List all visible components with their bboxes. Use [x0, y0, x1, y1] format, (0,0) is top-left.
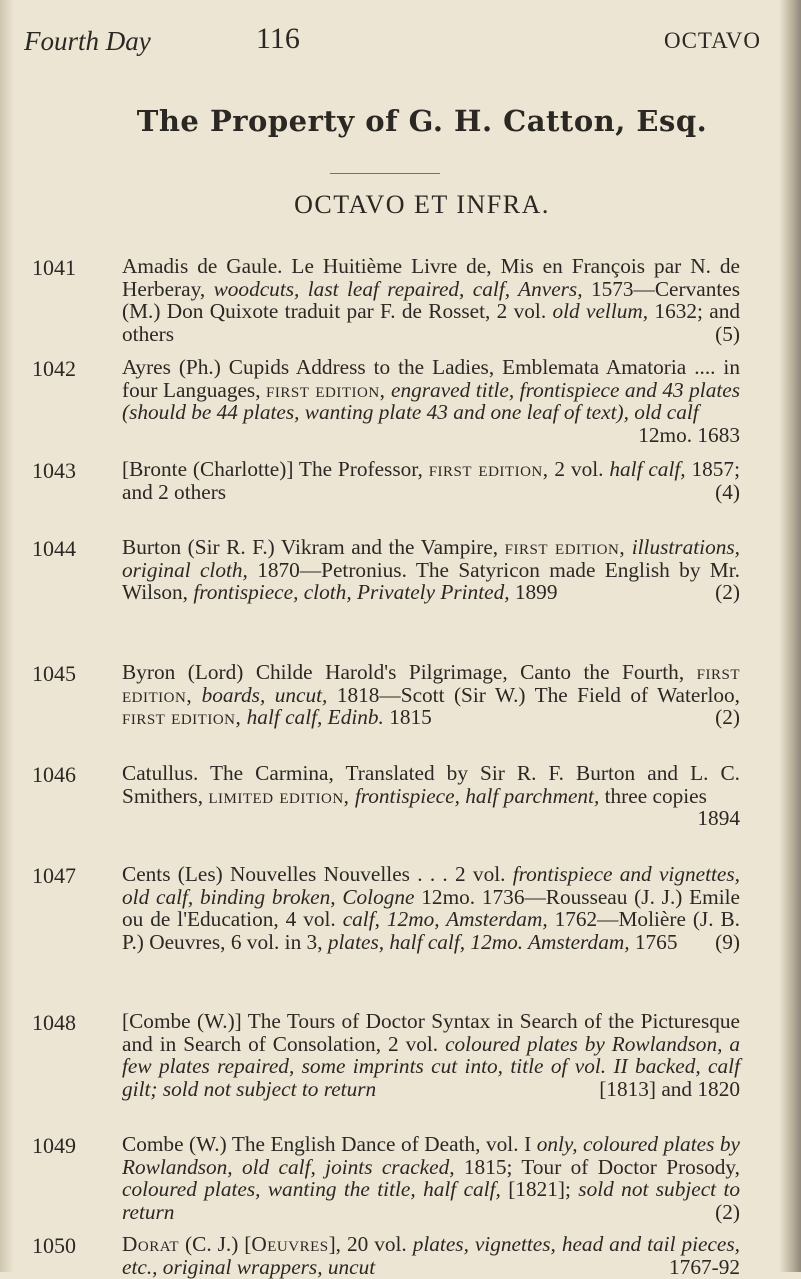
- lot-italic-text: engraved title, frontispiece and 43 plates (should be 44 plates, wanting plate 43 and one leaf of text), old calf: [122, 377, 741, 424]
- lot-text-run: [Combe (W.)] The Tours of Doctor Syntax in Search of the Picturesque and in Search of Consolation, 2 vol.: [122, 1009, 740, 1056]
- lot-text-run: Cents (Les) Nouvelles Nouvelles . . . 2 vol.: [122, 862, 513, 886]
- lot-number: 1043: [32, 458, 76, 483]
- lot-description: [122, 255, 740, 345]
- lot-quantity-or-date: 1767-92: [669, 1254, 740, 1279]
- lot-italic-text: boards, uncut,: [201, 682, 328, 707]
- lot-number: 1041: [32, 255, 76, 280]
- lot-text-run: (C. J.) [: [179, 1232, 252, 1256]
- lot-number: 1046: [32, 762, 76, 787]
- lot-italic-text: half calf,: [609, 457, 686, 481]
- lot-text-run: 1857; and 2 others: [122, 457, 741, 504]
- lot-description: [122, 661, 740, 729]
- lot-description: [122, 1010, 740, 1100]
- lot-description: [122, 1133, 740, 1223]
- lot-text-run: 1573—Cervantes (M.) Don Quixote traduit par F. de Rosset, 2 vol.: [122, 276, 741, 323]
- lot-description: [122, 863, 740, 953]
- property-heading: The Property of G. H. Catton, Esq.: [136, 104, 708, 138]
- lot-italic-text: sold not subject to return: [122, 1177, 741, 1224]
- lot-text-run: 1815; Tour of Doctor Prosody,: [454, 1154, 740, 1179]
- lot-text-run: 1870—Petronius. The Satyricon made English by Mr. Wilson,: [122, 557, 740, 604]
- lot-description: [122, 1233, 740, 1278]
- lot-text-run: Ayres (Ph.) Cupids Address to the Ladies, Emblemata Amatoria .... in four Languages,: [122, 355, 740, 402]
- lot-smallcaps-text: first edition,: [122, 705, 242, 729]
- lot-number: 1045: [32, 661, 76, 686]
- lot-text-run: Combe (W.) The English Dance of Death, vol. I: [122, 1132, 537, 1156]
- running-head-format: OCTAVO: [663, 28, 761, 53]
- lot-description: [122, 762, 740, 830]
- lot-number: 1048: [32, 1010, 76, 1035]
- lot-italic-text: plates, vignettes, head and tail pieces, etc., original wrappers, uncut: [122, 1232, 740, 1279]
- section-title: OCTAVO ET INFRA.: [294, 190, 550, 219]
- lot-italic-text: woodcuts, last leaf repaired, calf, Anvers,: [213, 276, 583, 301]
- lot-italic-text: plates, half calf, 12mo. Amsterdam,: [327, 929, 630, 954]
- lot-text-run: 1815: [383, 705, 432, 729]
- lot-italic-text: coloured plates by Rowlandson, a few plates repaired, some imprints cut into, title of vol. II backed, calf gilt; sold not subject to return: [122, 1031, 741, 1101]
- lot-quantity-or-date: (4): [715, 479, 740, 504]
- lot-text-run: 2 vol.: [548, 457, 610, 481]
- lot-text-run: three copies: [599, 783, 707, 808]
- running-head-day: Fourth Day: [24, 26, 151, 56]
- lot-text-run: [1821];: [500, 1177, 579, 1201]
- lot-number: 1044: [32, 536, 76, 561]
- lot-number: 1047: [32, 863, 76, 888]
- lot-description: [122, 458, 740, 503]
- lot-text-run: 1762—Molière (J. B. P.) Oeuvres, 6 vol. in 3,: [122, 907, 741, 954]
- lot-text-run: ], 20 vol.: [328, 1232, 413, 1256]
- lot-italic-text: illustrations, original cloth,: [122, 535, 740, 582]
- lot-italic-text: frontispiece and vignettes, old calf, binding broken, Cologne: [122, 862, 740, 909]
- lot-smallcaps-text: first edition,: [122, 660, 740, 707]
- page-number: 116: [256, 22, 300, 55]
- lot-italic-text: old vellum,: [552, 299, 649, 323]
- lot-smallcaps-text: Dorat: [122, 1232, 180, 1256]
- lot-text-run: 1899: [509, 580, 558, 604]
- running-head: [24, 22, 761, 62]
- lot-text-run: 1818—Scott (Sir W.) The Field of Waterloo,: [327, 682, 740, 707]
- lot-text-run: 1765: [629, 929, 678, 954]
- lot-quantity-or-date: (9): [715, 929, 740, 954]
- lot-description: [122, 536, 740, 604]
- lot-text-run: Burton (Sir R. F.) Vikram and the Vampire,: [122, 535, 505, 559]
- lot-smallcaps-text: first edition,: [428, 457, 549, 481]
- lot-quantity-or-date: (2): [715, 705, 740, 729]
- lot-italic-text: calf, 12mo, Amsterdam,: [342, 907, 548, 931]
- page-gutter-shadow: [0, 0, 14, 1272]
- lot-number: 1050: [32, 1233, 76, 1258]
- lot-italic-text: frontispiece, half parchment,: [354, 783, 600, 808]
- lot-description: [122, 356, 740, 446]
- lot-quantity-or-date: 12mo. 1683: [638, 422, 740, 447]
- lot-text-run: 12mo. 1736—Rousseau (J. J.) Emile ou de l'Education, 4 vol.: [122, 884, 741, 931]
- lot-quantity-or-date: (2): [715, 1199, 740, 1224]
- lot-text-run: [192, 683, 201, 707]
- lot-number: 1042: [32, 356, 76, 381]
- lot-italic-text: frontispiece, cloth, Privately Printed,: [193, 580, 510, 604]
- page-edge-shadow: [779, 0, 801, 1272]
- lot-quantity-or-date: (5): [715, 321, 740, 346]
- lot-quantity-or-date: (2): [715, 580, 740, 604]
- lot-smallcaps-text: limited edition,: [208, 783, 350, 808]
- lot-text-run: [Bronte (Charlotte)] The Professor,: [122, 457, 429, 481]
- heading-rule: [330, 173, 440, 174]
- lot-quantity-or-date: 1894: [697, 806, 740, 830]
- lot-text-run: Byron (Lord) Childe Harold's Pilgrimage, Canto the Fourth,: [122, 660, 697, 684]
- lot-italic-text: coloured plates, wanting the title, half calf,: [122, 1177, 501, 1201]
- lot-text-run: Amadis de Gaule. Le Huitième Livre de, Mis en François par N. de Herberay,: [122, 254, 740, 301]
- lot-text-run: Catullus. The Carmina, Translated by Sir R. F. Burton and L. C. Smithers,: [122, 761, 740, 808]
- lot-italic-text: only, coloured plates by Rowlandson, old calf, joints cracked,: [122, 1132, 740, 1179]
- lot-number: 1049: [32, 1133, 76, 1158]
- lot-smallcaps-text: first edition,: [266, 377, 386, 402]
- lot-text-run: 1632; and others: [122, 299, 740, 346]
- lot-smallcaps-text: Oeuvres: [251, 1232, 329, 1256]
- lot-quantity-or-date: [1813] and 1820: [599, 1076, 740, 1101]
- lot-italic-text: half calf, Edinb.: [246, 705, 384, 729]
- lot-smallcaps-text: first edition,: [504, 535, 626, 559]
